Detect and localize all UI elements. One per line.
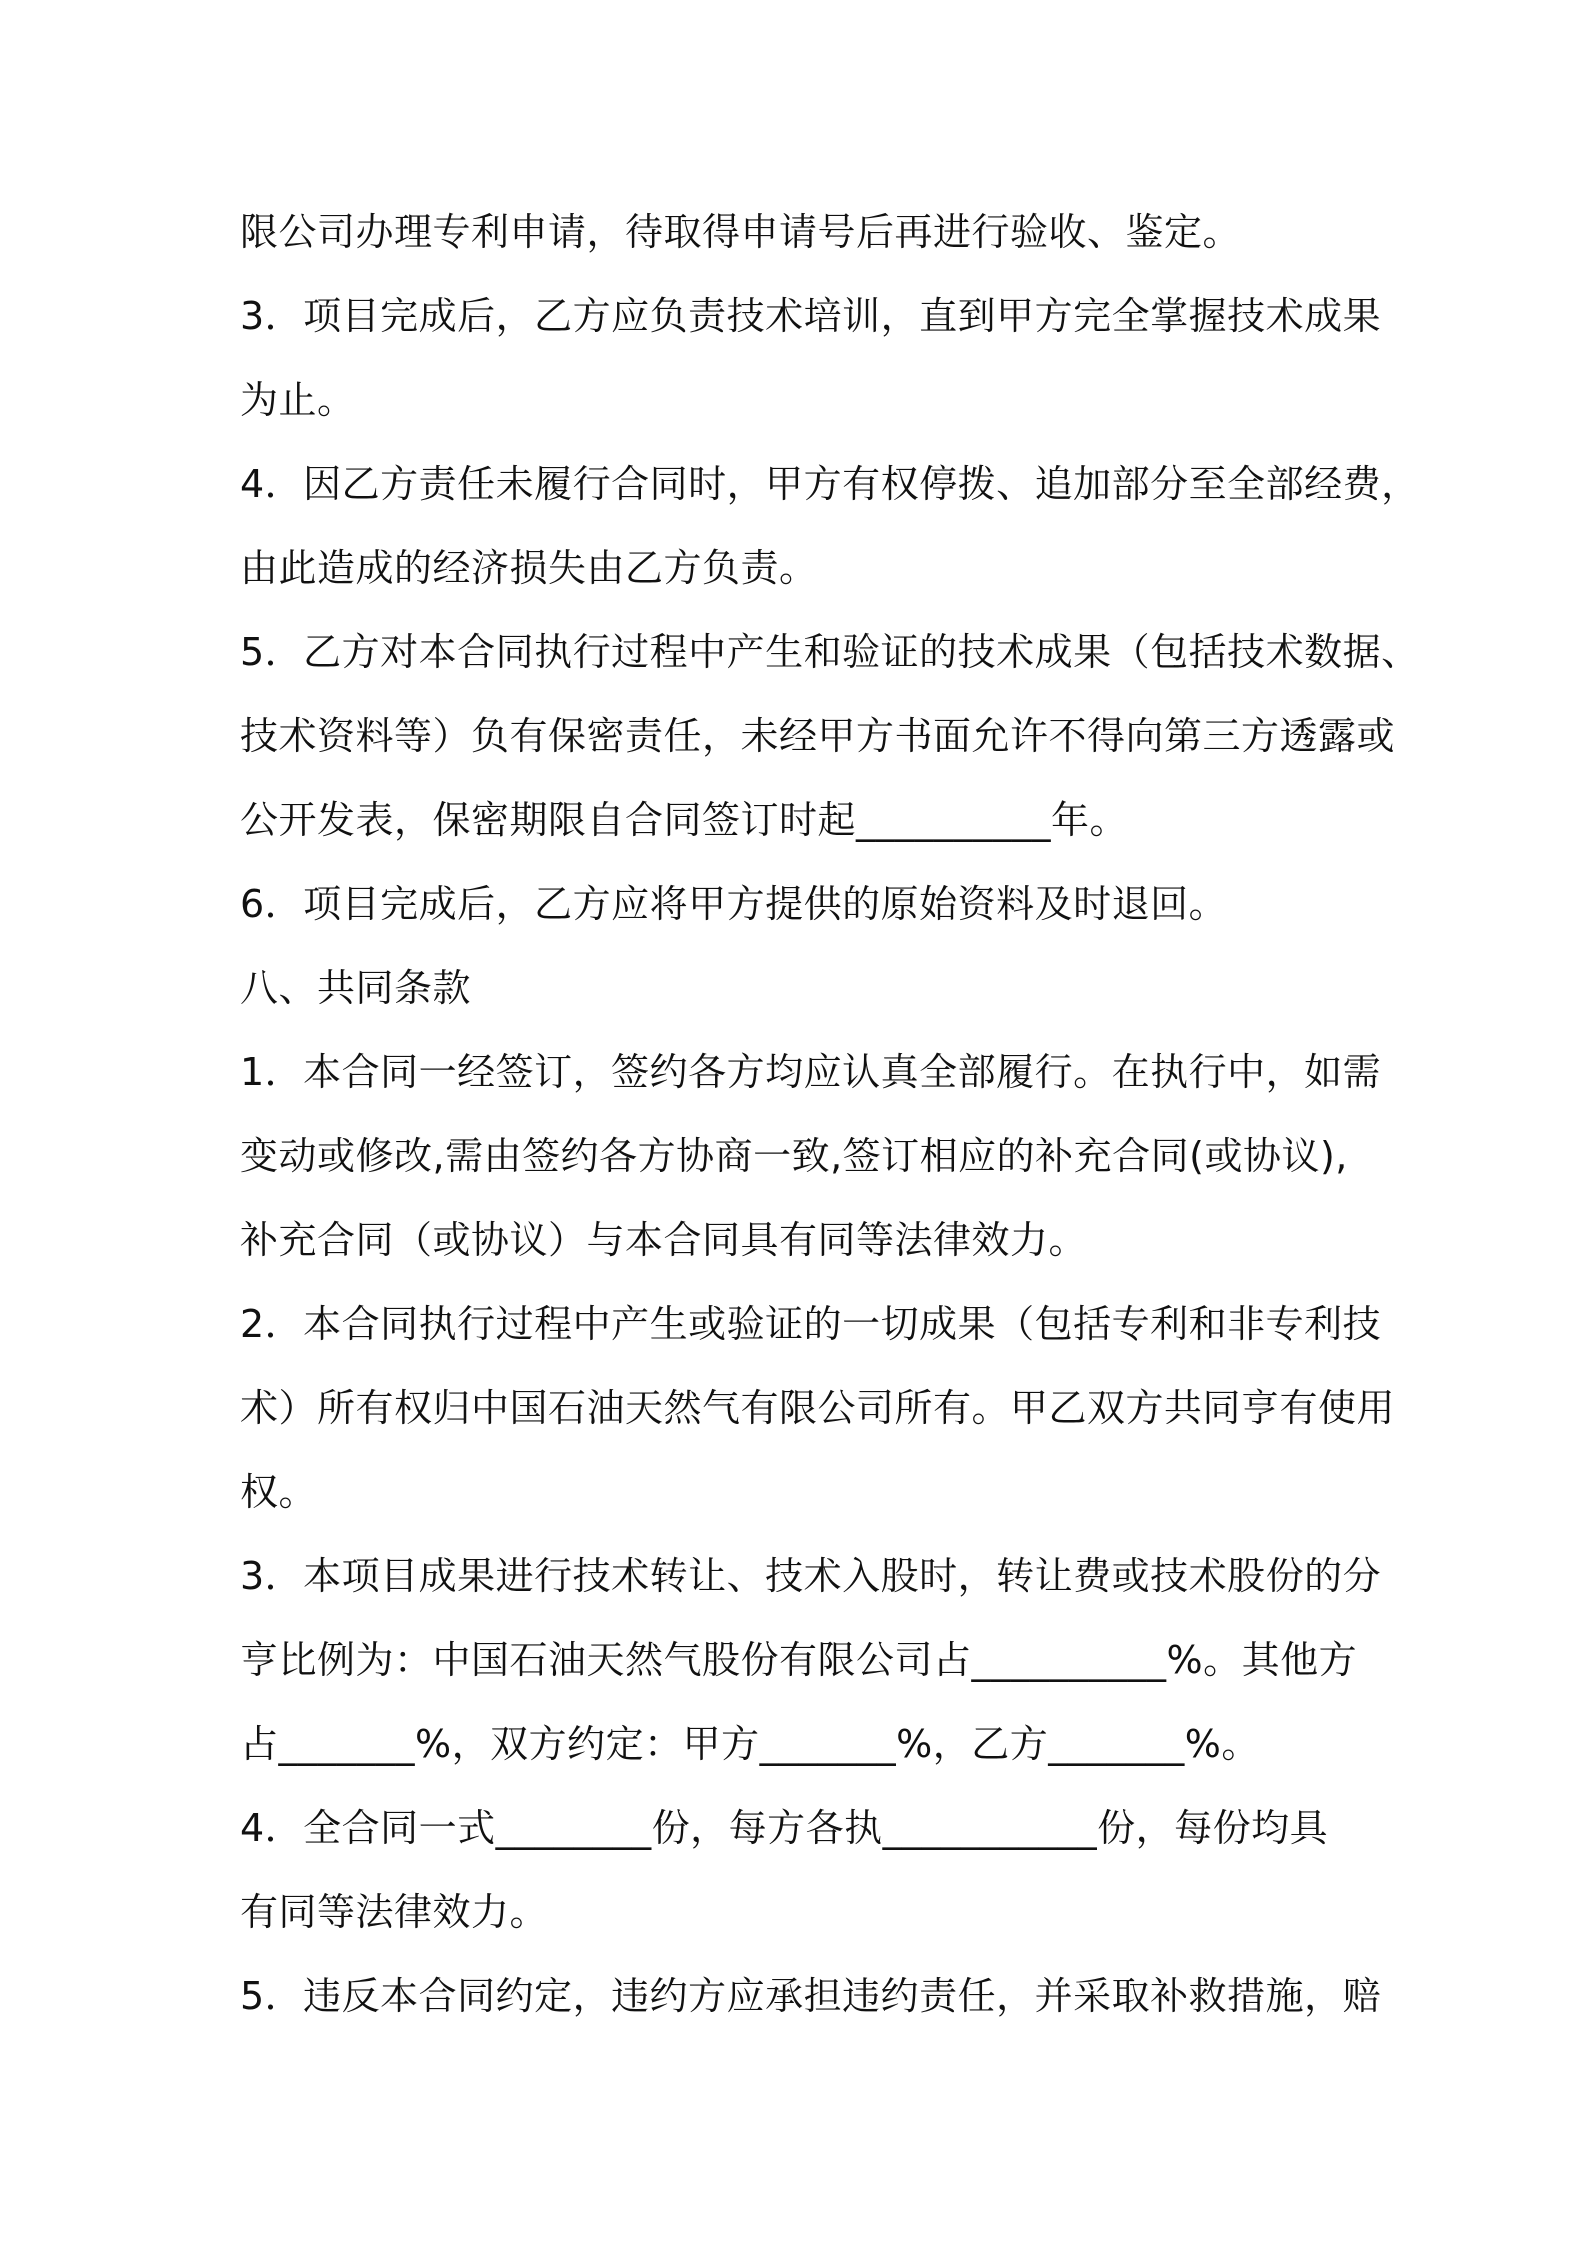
text-line: 技术资料等）负有保密责任，未经甲方书面允许不得向第三方透露或 xyxy=(240,714,1396,758)
text-line: 4．因乙方责任未履行合同时，甲方有权停拨、追加部分至全部经费， xyxy=(240,462,1420,506)
text-line: 术）所有权归中国石油天然气有限公司所有。甲乙双方共同亨有使用 xyxy=(240,1386,1396,1430)
text-line: 5．违反本合同约定，违约方应承担违约责任，并采取补救措施，赔 xyxy=(240,1974,1382,2018)
contract-text xyxy=(240,190,1420,2038)
text-line: 占_______%，双方约定：甲方_______%，乙方_______%。 xyxy=(240,1722,1260,1766)
text-line: 权。 xyxy=(240,1470,318,1514)
text-line: 1．本合同一经签订，签约各方均应认真全部履行。在执行中，如需 xyxy=(240,1050,1382,1094)
text-line: 由此造成的经济损失由乙方负责。 xyxy=(240,546,818,590)
text-line: 4．全合同一式________份，每方各执___________份，每份均具 xyxy=(240,1806,1329,1850)
text-line: 有同等法律效力。 xyxy=(240,1890,549,1934)
text-line: 变动或修改,需由签约各方协商一致,签订相应的补充合同(或协议), xyxy=(240,1134,1348,1178)
section-heading: 八、共同条款 xyxy=(240,966,472,1010)
text-line: 为止。 xyxy=(240,378,356,422)
text-line: 限公司办理专利申请，待取得申请号后再进行验收、鉴定。 xyxy=(240,210,1242,254)
text-line: 6．项目完成后，乙方应将甲方提供的原始资料及时退回。 xyxy=(240,882,1228,926)
text-line: 亨比例为：中国石油天然气股份有限公司占__________%。其他方 xyxy=(240,1638,1358,1682)
text-line: 5．乙方对本合同执行过程中产生和验证的技术成果（包括技术数据、 xyxy=(240,630,1420,674)
text-line: 公开发表，保密期限自合同签订时起__________年。 xyxy=(240,798,1129,842)
text-line: 3．本项目成果进行技术转让、技术入股时，转让费或技术股份的分 xyxy=(240,1554,1382,1598)
text-line: 2．本合同执行过程中产生或验证的一切成果（包括专利和非专利技 xyxy=(240,1302,1382,1346)
text-line: 3．项目完成后，乙方应负责技术培训，直到甲方完全掌握技术成果 xyxy=(240,294,1382,338)
text-line: 补充合同（或协议）与本合同具有同等法律效力。 xyxy=(240,1218,1088,1262)
